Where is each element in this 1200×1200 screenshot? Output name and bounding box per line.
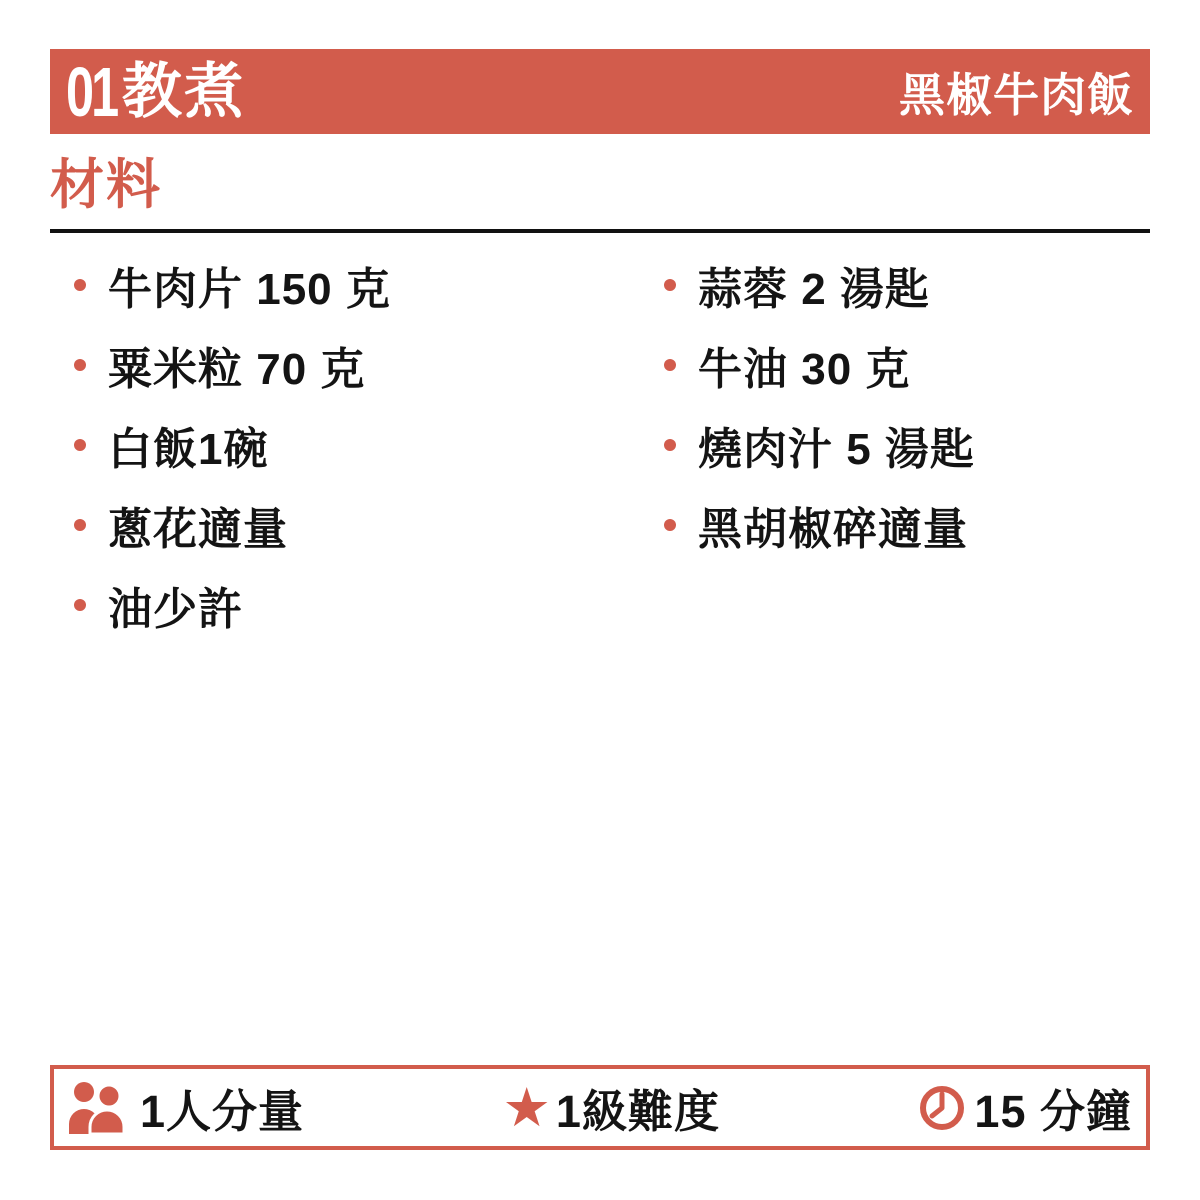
ingredient-item	[640, 325, 1150, 405]
time-group	[918, 1075, 1132, 1140]
bullet-icon	[664, 279, 676, 291]
servings-group	[68, 1075, 304, 1140]
bullet-icon	[664, 439, 676, 451]
ingredients-left-column	[50, 245, 640, 645]
time-label: 15 分鐘	[974, 1086, 1132, 1137]
ingredient-text: 牛油 30 克	[698, 345, 911, 395]
difficulty-label: 1級難度	[555, 1086, 720, 1137]
section-divider	[50, 229, 1150, 233]
ingredient-text: 黑胡椒碎適量	[698, 505, 968, 555]
ingredient-text: 牛肉片 150 克	[108, 265, 391, 315]
ingredient-item	[640, 245, 1150, 325]
meta-bar	[50, 1065, 1150, 1150]
bullet-icon	[74, 599, 86, 611]
bullet-icon	[74, 279, 86, 291]
ingredient-item	[50, 245, 640, 325]
people-icon	[68, 1080, 132, 1136]
brand-logo	[66, 52, 246, 131]
servings-label: 1人分量	[140, 1086, 305, 1137]
ingredient-item	[50, 485, 640, 565]
clock-icon	[918, 1084, 966, 1132]
ingredient-item	[640, 405, 1150, 485]
ingredient-item	[640, 485, 1150, 565]
recipe-title: 黑椒牛肉飯	[899, 68, 1134, 121]
brand-name: 教煮	[121, 57, 246, 125]
ingredients-columns	[50, 245, 1150, 645]
ingredient-text: 蒜蓉 2 湯匙	[698, 265, 930, 315]
difficulty-group	[503, 1075, 720, 1140]
header-bar	[50, 49, 1150, 134]
brand-number: 01	[66, 52, 117, 131]
ingredients-section	[50, 134, 1150, 645]
bullet-icon	[664, 359, 676, 371]
ingredient-text: 粟米粒 70 克	[108, 345, 366, 395]
ingredients-right-column	[640, 245, 1150, 645]
ingredient-item	[50, 565, 640, 645]
bullet-icon	[74, 439, 86, 451]
section-title: 材料	[50, 155, 162, 215]
ingredient-text: 蔥花適量	[108, 505, 288, 555]
bullet-icon	[664, 519, 676, 531]
bullet-icon	[74, 519, 86, 531]
ingredient-item	[50, 405, 640, 485]
ingredient-text: 白飯1碗	[108, 425, 269, 475]
star-icon: ★	[502, 1077, 552, 1138]
ingredient-text: 燒肉汁 5 湯匙	[698, 425, 975, 475]
ingredient-text: 油少許	[108, 585, 243, 635]
bullet-icon	[74, 359, 86, 371]
ingredient-item	[50, 325, 640, 405]
